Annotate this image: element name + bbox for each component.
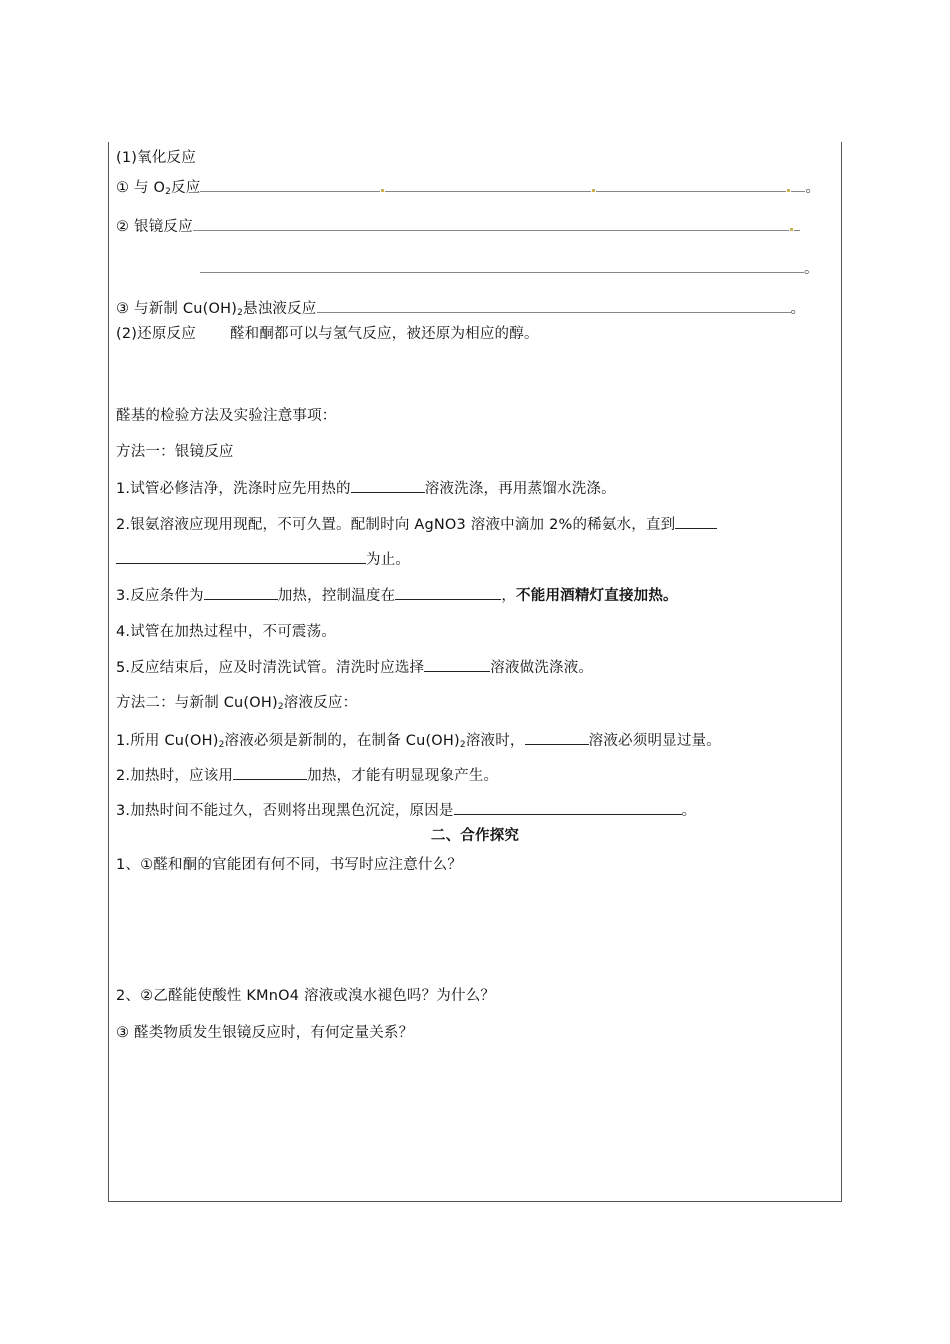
method1-item2: 2.银氨溶液应现用现配，不可久置。配制时向 AgNO3 溶液中滴加 2%的稀氨水，直到 (116, 514, 717, 535)
wash-solution-blank[interactable] (351, 478, 425, 493)
marker-dot (790, 228, 793, 231)
silver-mirror-blank-1[interactable] (193, 216, 789, 231)
reduction-line: (2)还原反应 醛和酮都可以与氢气反应，被还原为相应的醇。 (116, 326, 539, 342)
question-1: 1、①醛和酮的官能团有何不同，书写时应注意什么？ (116, 857, 463, 873)
method1-item2-cont: 为止。 (116, 549, 410, 570)
method2-item3: 3.加热时间不能过久，否则将出现黑色沉淀，原因是 。 (116, 800, 696, 821)
heating-blank-2[interactable] (233, 765, 307, 780)
cooperative-heading: 二、合作探究 (430, 828, 520, 844)
cuoh-reaction-line: ③ 与新制 $Cu(OH)_2$悬浊液反应 。 (116, 298, 805, 323)
ammonia-endpoint-blank-2[interactable] (116, 549, 366, 564)
method2-title: 方法二：与新制 $Cu(OH)_2$溶液反应： (116, 695, 358, 712)
o2-reaction-line: ① 与 $O_2$反应 。 (116, 177, 820, 202)
cleaning-solution-blank[interactable] (424, 657, 490, 672)
silver-mirror-line-2: 。 (116, 258, 819, 279)
o2-answer-blank-2[interactable] (385, 177, 591, 192)
marker-dot (592, 189, 595, 192)
question-2: 2、②乙醛能使酸性 KMnO4 溶液或溴水褪色吗？为什么？ (116, 988, 496, 1004)
marker-dot (787, 189, 790, 192)
o2-answer-blank-3[interactable] (596, 177, 786, 192)
method1-item1: 1.试管必修洁净，洗涤时应先用热的 溶液洗涤，再用蒸馏水洗涤。 (116, 478, 616, 499)
method2-item2: 2.加热时，应该用 加热，才能有明显现象产生。 (116, 765, 498, 786)
ammonia-endpoint-blank-1[interactable] (675, 514, 717, 529)
method2-item1: 1.所用 $Cu(OH)_2$溶液必须是新制的，在制备 $Cu(OH)_2$溶液时， 溶液必须明显过量。 (116, 730, 721, 755)
method1-item4: 4.试管在加热过程中，不可震荡。 (116, 624, 337, 640)
marker-dot (381, 189, 384, 192)
question-3: ③ 醛类物质发生银镜反应时，有何定量关系？ (116, 1025, 414, 1041)
silver-mirror-blank-2[interactable] (200, 258, 804, 273)
o2-answer-blank-4[interactable] (791, 177, 805, 192)
silver-mirror-line: ② 银镜反应 (116, 216, 800, 237)
heating-method-blank[interactable] (204, 585, 278, 600)
method1-title: 方法一：银镜反应 (116, 444, 234, 460)
temperature-blank[interactable] (395, 585, 501, 600)
aldehyde-test-heading: 醛基的检验方法及实验注意事项： (116, 408, 337, 424)
method1-item3: 3.反应条件为 加热，控制温度在 ，不能用酒精灯直接加热。 (116, 585, 678, 606)
excess-solution-blank[interactable] (525, 730, 589, 745)
o2-answer-blank-1[interactable] (200, 177, 380, 192)
black-precipitate-reason-blank[interactable] (454, 800, 682, 815)
silver-mirror-blank-1b[interactable] (794, 216, 800, 231)
cuoh-answer-blank[interactable] (317, 298, 791, 313)
method1-item5: 5.反应结束后，应及时清洗试管。清洗时应选择 溶液做洗涤液。 (116, 657, 593, 678)
oxidation-title: (1)氧化反应 (116, 150, 196, 166)
